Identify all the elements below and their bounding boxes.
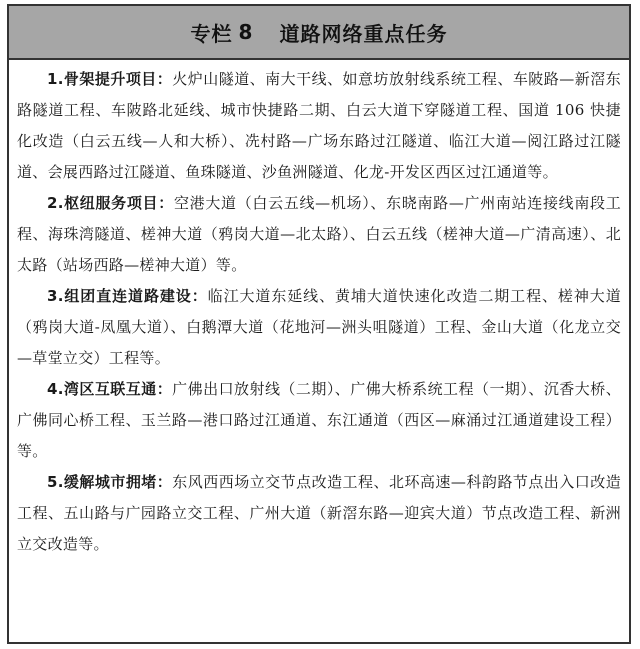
task-text: 东风西西场立交节点改造工程、北环高速—科韵路节点出入口改造工程、五山路与广园路立交工程、广州大道（新滘东路—迎宾大道）节点改造工程、新洲立交改造等。: [17, 473, 622, 553]
task-lead: 4.湾区互联互通：: [47, 380, 173, 398]
task-text: 临江大道东延线、黄埔大道快速化改造二期工程、槎神大道（鸦岗大道-凤凰大道）、白鹅潭大道（花地河—洲头咀隧道）工程、金山大道（化龙立交—草堂立交）工程等。: [17, 287, 621, 367]
task-item-2: [17, 188, 621, 281]
feature-box: [7, 4, 631, 644]
header-label: 专栏: [190, 21, 233, 46]
box-content: [9, 60, 629, 560]
task-text: 火炉山隧道、南大干线、如意坊放射线系统工程、车陂路—新滘东路隧道工程、车陂路北延线、城市快捷路二期、白云大道下穿隧道工程、国道 106 快捷化改造（白云五线—人和大桥）、冼村路—广场东路过江隧道、临江大道—阅江路过江隧道、会展西路过江隧道、鱼珠隧道、沙鱼洲隧道、化龙-开发区西区过江通道等。: [17, 70, 622, 181]
task-text: 空港大道（白云五线—机场）、东晓南路—广州南站连接线南段工程、海珠湾隧道、槎神大道（鸦岗大道—北太路）、白云五线（槎神大道—广清高速）、北太路（站场西路—槎神大道）等。: [17, 194, 621, 274]
task-lead: 1.骨架提升项目：: [47, 70, 173, 88]
task-lead: 5.缓解城市拥堵：: [47, 473, 173, 491]
task-item-5: [17, 467, 621, 560]
task-item-3: [17, 281, 621, 374]
task-lead: 3.组团直连道路建设：: [47, 287, 208, 305]
task-item-4: [17, 374, 621, 467]
box-header: [9, 6, 629, 60]
header-title: 道路网络重点任务: [279, 21, 448, 46]
task-item-1: [17, 64, 621, 188]
task-lead: 2.枢纽服务项目：: [47, 194, 174, 212]
task-text: 广佛出口放射线（二期）、广佛大桥系统工程（一期）、沉香大桥、广佛同心桥工程、玉兰路—港口路过江通道、东江通道（西区—麻涌过江通道建设工程）等。: [17, 380, 621, 460]
header-number: 8: [238, 20, 254, 44]
